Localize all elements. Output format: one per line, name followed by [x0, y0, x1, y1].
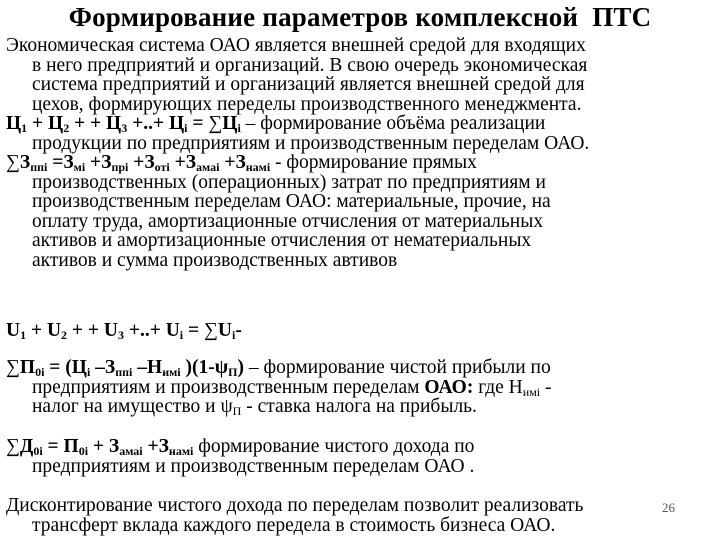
- discount-line-2: трансферт вклада каждого передела в стоимость бизнеса ОАО.: [32, 514, 556, 536]
- costs-line-4: оплату труда, амортизационные отчисления от материальных: [32, 210, 544, 232]
- profit-formula: [6, 358, 720, 378]
- intro-line-4: цехов, формирующих переделы производственного менеджмента.: [32, 93, 582, 115]
- income-formula-description: формирование чистого дохода по: [193, 436, 475, 457]
- costs-formula: [6, 153, 720, 173]
- page-number: 26: [662, 500, 675, 515]
- costs-formula-description: - формирование прямых: [270, 152, 477, 173]
- costs-line-2: производственных (операционных) затрат по предприятиям и: [32, 171, 546, 193]
- intro-paragraph: [6, 36, 720, 114]
- revenue-formula-line-2: продукции по предприятиям и производственным переделам ОАО.: [32, 132, 590, 154]
- profit-line-3: налог на имущество и $\psi_П$ - ставка налога на прибыль.: [32, 396, 477, 418]
- costs-formula-expression: $З_{ппi} =З_{мi} +З_{прi} +З_{отi} +З_{амаi} +З_{намi}$: [19, 152, 271, 174]
- costs-line-3: производственным переделам ОАО: материальные, прочие, на: [32, 191, 551, 212]
- income-formula-block: [6, 437, 720, 476]
- sigma-symbol: ∑: [6, 152, 20, 173]
- income-line-2: предприятиям и производственным переделам ОАО .: [32, 455, 475, 477]
- profit-line-2: предприятиям и производственным переделам ОАО: где $Н_{имi}$ -: [32, 376, 552, 399]
- revenue-formula-description: – формирование объёма реализации: [240, 113, 546, 134]
- sigma-symbol: ∑: [6, 357, 20, 378]
- intro-line-2: в него предприятий и организаций. В свою очередь экономическая: [32, 54, 588, 76]
- revenue-formula: [6, 114, 720, 134]
- revenue-formula-expression: $Ц_1 + Ц_2$ + + $Ц_3$ +..+ $Ц_i = \sum Ц_i$: [6, 113, 241, 135]
- costs-line-5: активов и амортизационные отчисления от нематериальных: [32, 230, 532, 251]
- costs-formula-block: [6, 153, 720, 270]
- profit-formula-block: [6, 358, 720, 417]
- assets-formula: $U_1 + U_2$ + + $U_3$ +..+ $U_i = \sum U_i-$: [6, 320, 242, 342]
- assets-formula-block: [6, 321, 720, 341]
- profit-formula-description: – формирование чистой прибыли по: [243, 357, 551, 378]
- discount-paragraph: [6, 496, 720, 535]
- discount-line-1: Дисконтирование чистого дохода по переделам позволит реализовать: [6, 495, 584, 516]
- intro-line-1: Экономическая система ОАО является внешней средой для входящих: [6, 35, 586, 56]
- income-formula-expression: $Д_{0i} = П_{0i} + З_{амаi} +З_{намi}$: [19, 436, 194, 458]
- intro-line-3: система предприятий и организаций является внешней средой для: [32, 74, 585, 95]
- costs-line-6: активов и сумма производственных автивов: [32, 249, 398, 271]
- title-part-2: ПТС: [592, 2, 652, 32]
- sigma-symbol: ∑: [204, 320, 218, 341]
- profit-formula-expression: $П_{0i} = (Ц_i$ $-З_{ппi}$ $-Н_{имi}$ )$(1-\psi_П)$: [19, 357, 244, 379]
- title-part-1: Формирование параметров комплексной: [68, 2, 579, 32]
- revenue-formula-block: [6, 114, 720, 153]
- income-formula: [6, 437, 720, 457]
- sigma-symbol: ∑: [6, 436, 20, 457]
- sigma-symbol: ∑: [208, 113, 223, 134]
- slide-title: [0, 2, 720, 32]
